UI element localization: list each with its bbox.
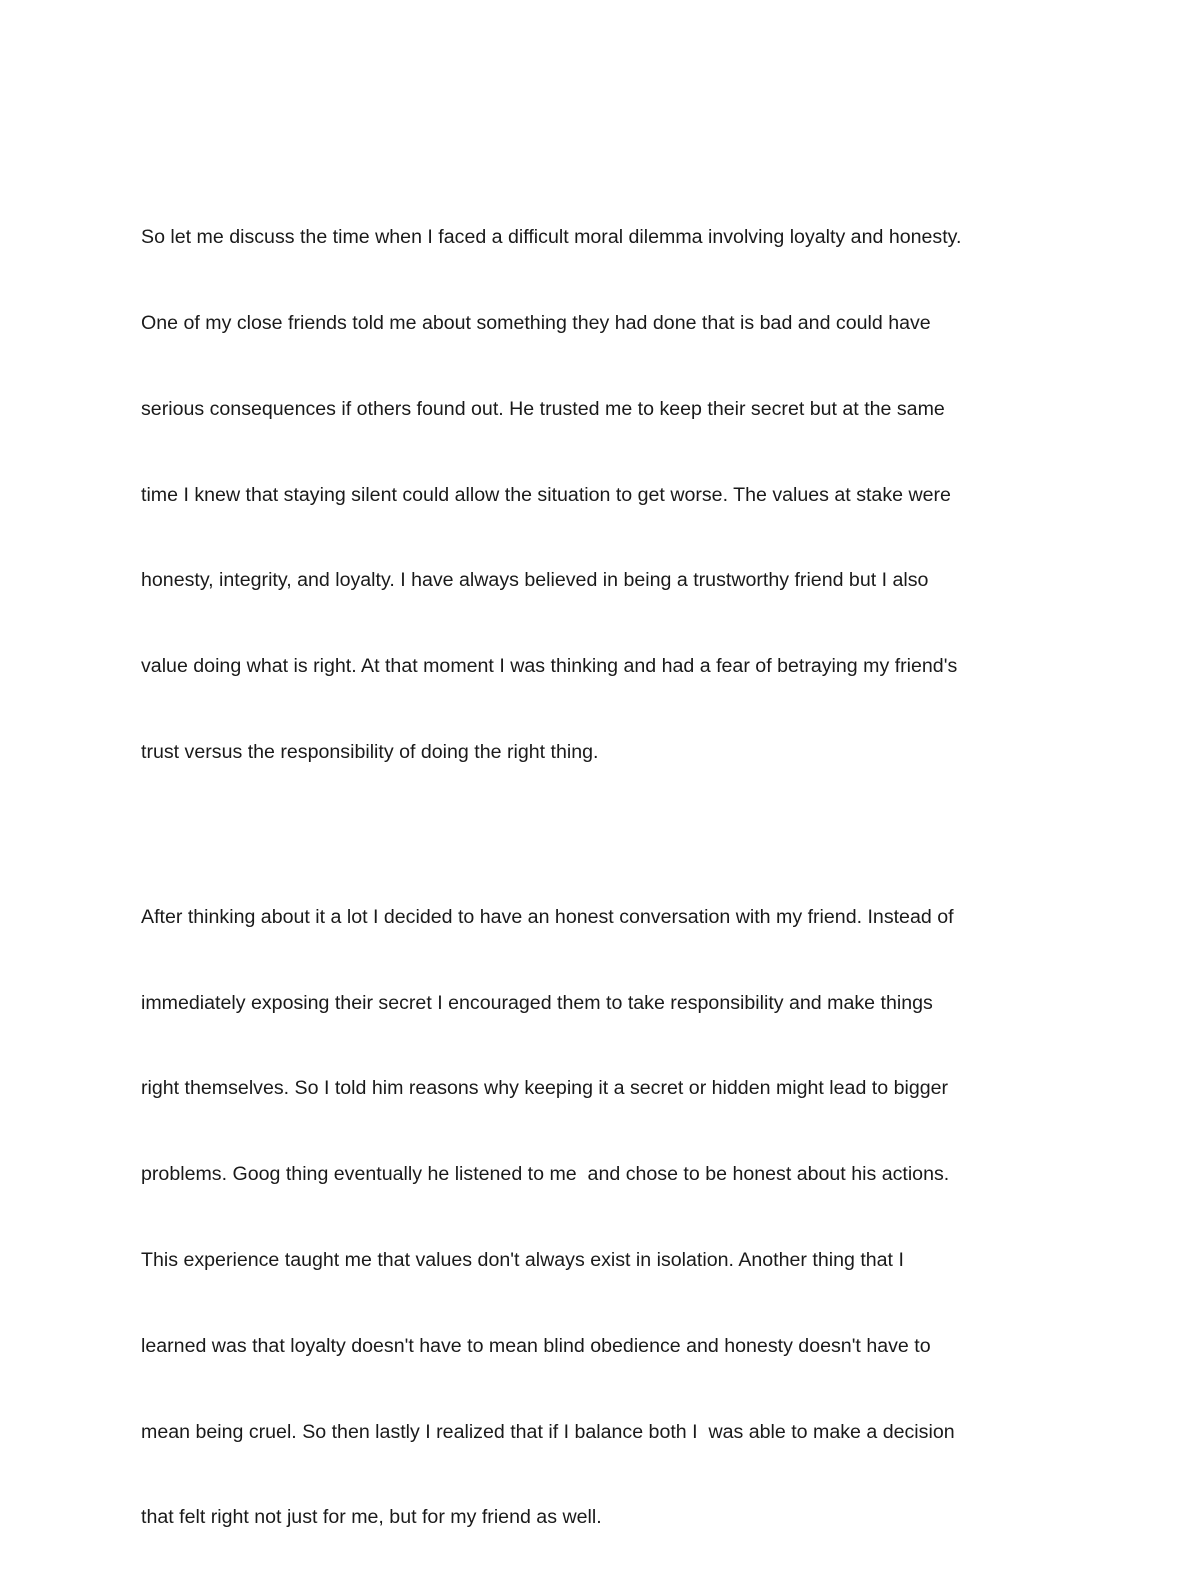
paragraph-1 bbox=[141, 166, 1061, 824]
paragraph-line: serious consequences if others found out. He trusted me to keep their secret but at the same bbox=[141, 397, 945, 420]
paragraph-line: This experience taught me that values don't always exist in isolation. Another thing that I bbox=[141, 1248, 904, 1271]
paragraph-line: learned was that loyalty doesn't have to mean blind obedience and honesty doesn't have to bbox=[141, 1334, 931, 1357]
paragraph-line: One of my close friends told me about something they had done that is bad and could have bbox=[141, 311, 931, 334]
paragraph-line: immediately exposing their secret I encouraged them to take responsibility and make things bbox=[141, 991, 933, 1014]
paragraph-line: mean being cruel. So then lastly I realized that if I balance both I was able to make a decision bbox=[141, 1420, 955, 1443]
paragraph-line: problems. Goog thing eventually he listened to me and chose to be honest about his actions. bbox=[141, 1163, 950, 1186]
paragraph-line: trust versus the responsibility of doing the right thing. bbox=[141, 740, 599, 763]
paragraph-2 bbox=[141, 846, 1061, 1589]
paragraph-line: value doing what is right. At that moment I was thinking and had a fear of betraying my friend's bbox=[141, 655, 958, 678]
document-body bbox=[141, 166, 1061, 1589]
paragraph-line: After thinking about it a lot I decided to have an honest conversation with my friend. Instead of bbox=[141, 905, 954, 928]
paragraph-line: right themselves. So I told him reasons why keeping it a secret or hidden might lead to bigger bbox=[141, 1077, 949, 1100]
paragraph-line: time I knew that staying silent could allow the situation to get worse. The values at stake were bbox=[141, 483, 951, 506]
paragraph-line: that felt right not just for me, but for my friend as well. bbox=[141, 1506, 602, 1529]
paragraph-line: So let me discuss the time when I faced a difficult moral dilemma involving loyalty and honesty. bbox=[141, 226, 962, 249]
paragraph-line: honesty, integrity, and loyalty. I have always believed in being a trustworthy friend but I also bbox=[141, 569, 929, 592]
